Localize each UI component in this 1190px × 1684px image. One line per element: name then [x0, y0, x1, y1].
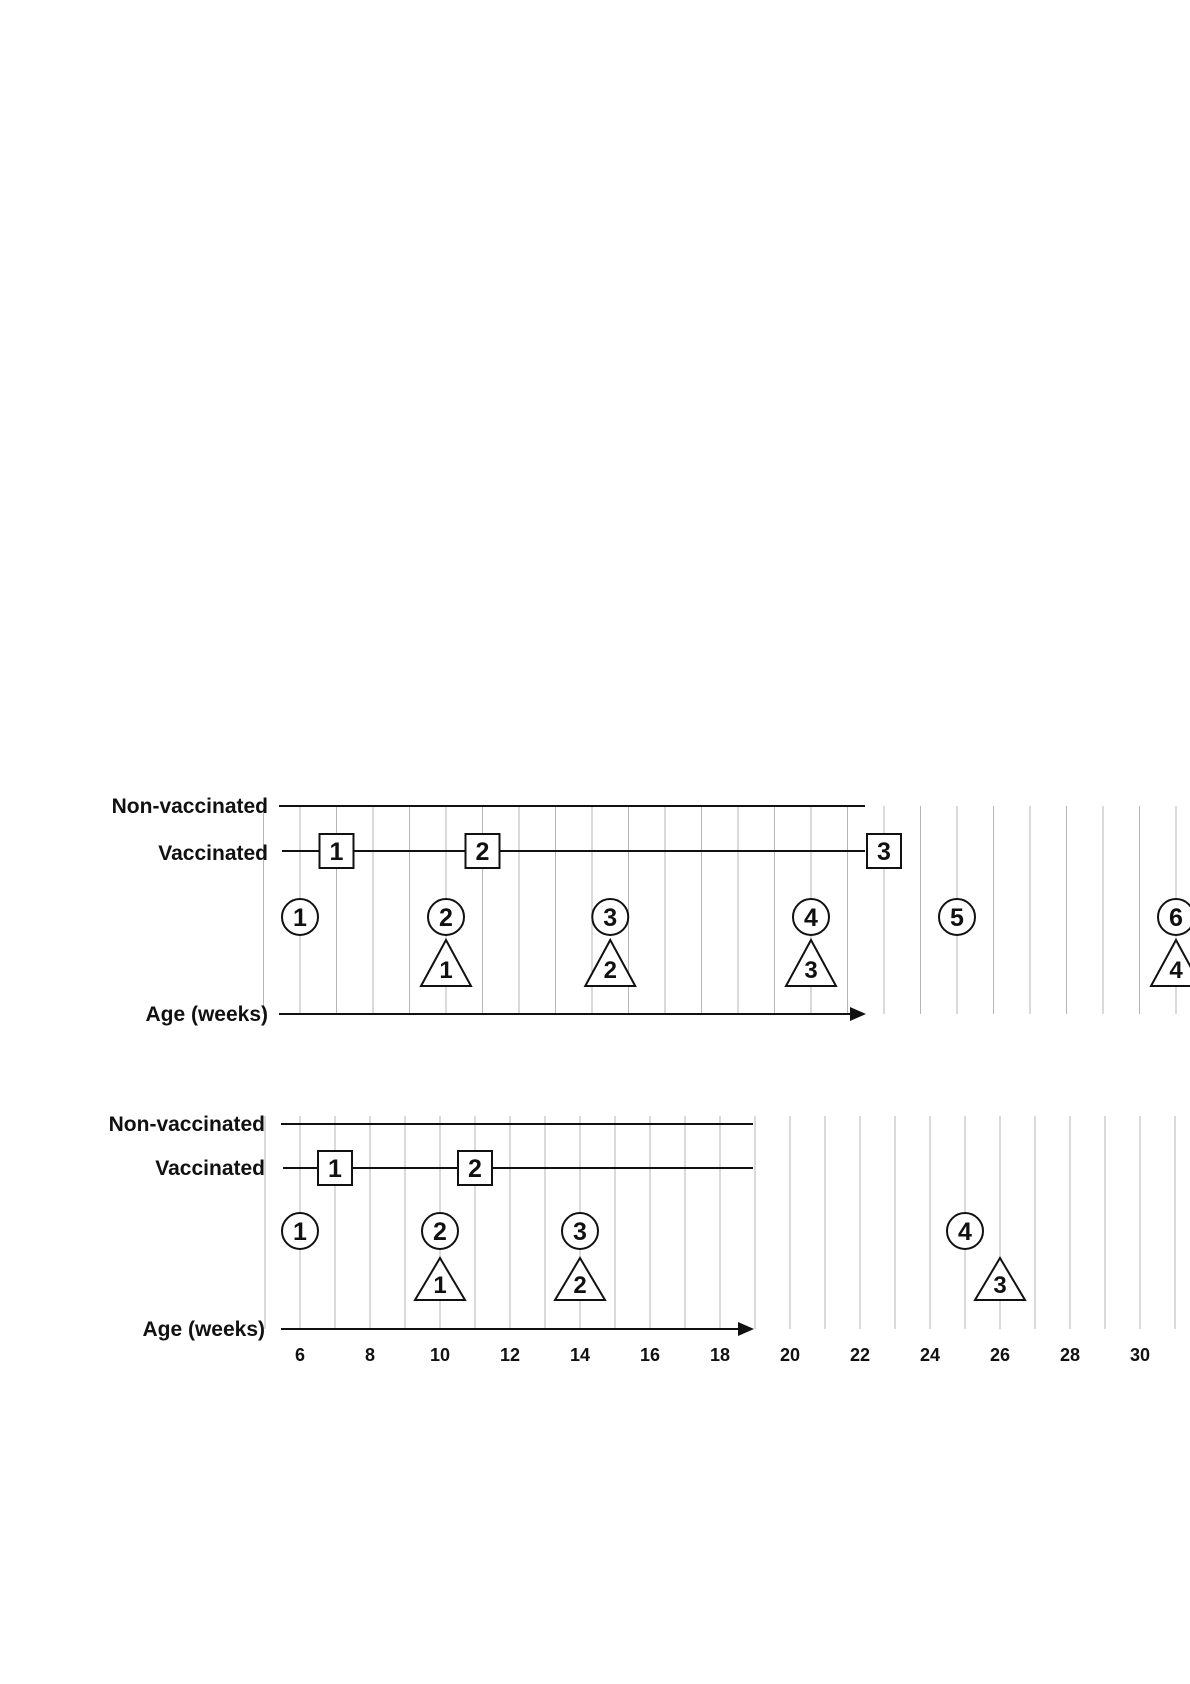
- age-axis-label: Age (weeks): [142, 1318, 265, 1341]
- circle-number: 6: [1169, 904, 1183, 932]
- week-gridlines: [264, 806, 1190, 1014]
- triangle-number: 1: [439, 957, 453, 984]
- vaccination-number: 1: [328, 1155, 342, 1183]
- age-tick-label: 22: [849, 1345, 871, 1365]
- age-tick-label: 18: [709, 1345, 731, 1365]
- age-tick-label: 14: [569, 1345, 591, 1365]
- circle-number: 3: [573, 1218, 587, 1246]
- age-tick-label: 30: [1129, 1345, 1151, 1365]
- panel-1-markers: [282, 834, 1190, 986]
- vaccination-number: 1: [329, 838, 344, 866]
- triangle-number: 3: [804, 957, 818, 984]
- age-tick-label: 6: [294, 1345, 306, 1365]
- age-axis-label: Age (weeks): [145, 1003, 268, 1026]
- vaccinated-label: Vaccinated: [155, 1157, 265, 1180]
- age-tick-label: 12: [499, 1345, 521, 1365]
- non-vaccinated-label: Non-vaccinated: [108, 1113, 265, 1136]
- triangle-number: 4: [1169, 957, 1183, 984]
- vaccinated-label: Vaccinated: [158, 842, 268, 865]
- axis-arrowhead-icon: [850, 1007, 866, 1021]
- axis-arrowhead-icon: [738, 1322, 754, 1336]
- circle-number: 3: [603, 904, 618, 932]
- vaccination-number: 3: [877, 838, 891, 866]
- circle-number: 2: [433, 1218, 447, 1246]
- circle-number: 1: [293, 1218, 307, 1246]
- age-tick-label: 8: [364, 1345, 376, 1365]
- week-gridlines: [265, 1116, 1175, 1329]
- circle-number: 2: [439, 904, 453, 932]
- triangle-number: 3: [993, 1272, 1007, 1299]
- timeline-panel-1: [112, 795, 1190, 1026]
- age-tick-label: 28: [1059, 1345, 1081, 1365]
- circle-number: 4: [958, 1218, 972, 1246]
- age-tick-labels: [295, 1345, 1150, 1365]
- age-tick-label: 24: [919, 1345, 941, 1365]
- age-tick-label: 10: [429, 1345, 451, 1365]
- triangle-number: 2: [603, 957, 617, 984]
- circle-number: 4: [804, 904, 818, 932]
- timeline-panel-2: [109, 1113, 1175, 1365]
- triangle-number: 2: [573, 1272, 587, 1299]
- circle-number: 1: [293, 904, 307, 932]
- triangle-number: 1: [433, 1272, 447, 1299]
- circle-number: 5: [950, 904, 964, 932]
- non-vaccinated-label: Non-vaccinated: [111, 795, 268, 818]
- age-tick-label: 16: [639, 1345, 661, 1365]
- age-tick-label: 20: [779, 1345, 801, 1365]
- panel-2-markers: [282, 1151, 1025, 1300]
- vaccination-number: 2: [475, 838, 490, 866]
- vaccination-number: 2: [468, 1155, 482, 1183]
- age-tick-label: 26: [989, 1345, 1011, 1365]
